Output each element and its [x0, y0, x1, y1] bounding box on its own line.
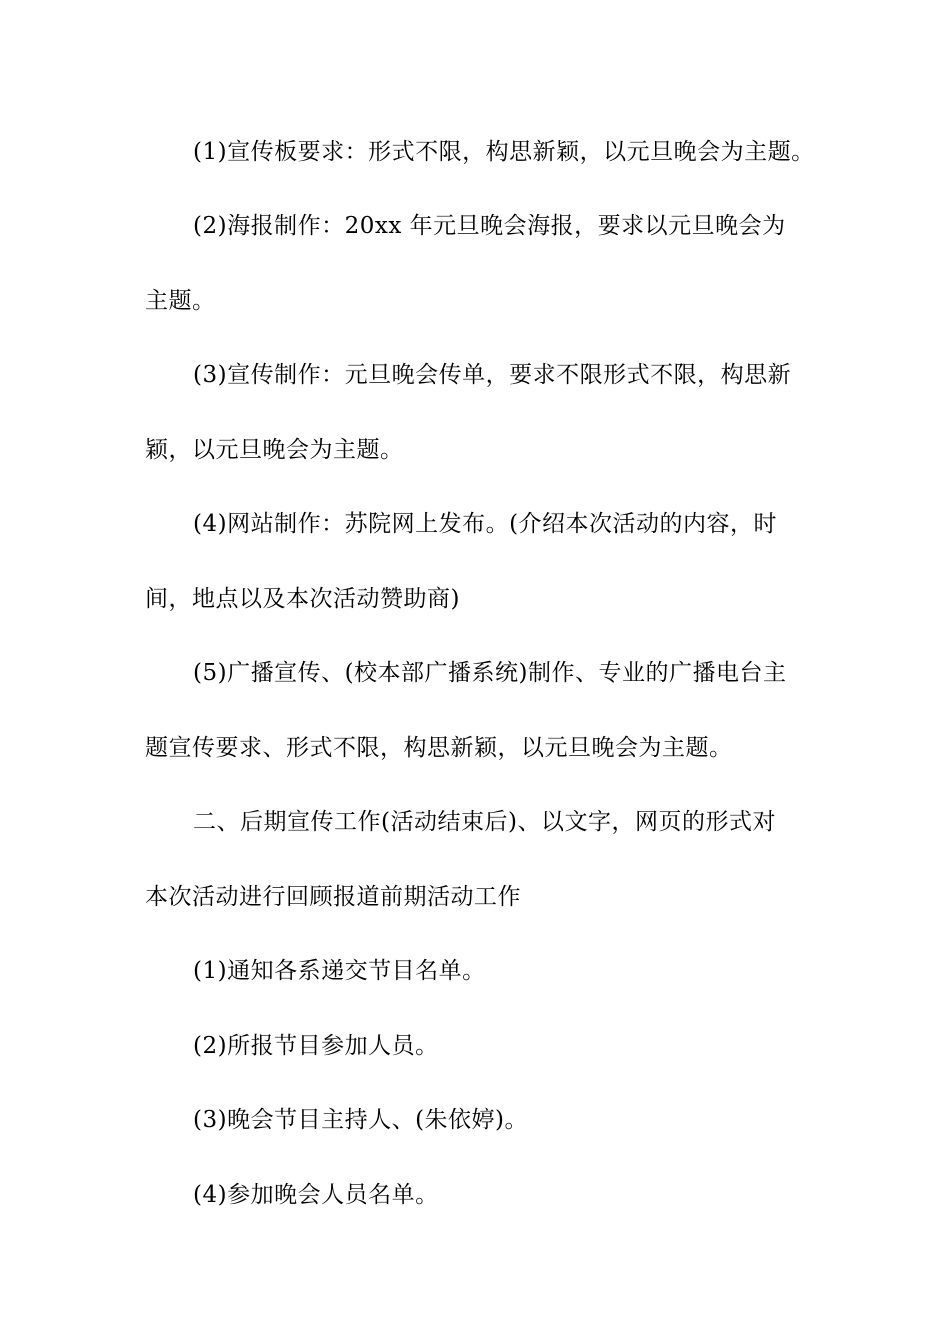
text-line-5: 颖，以元旦晚会为主题。: [145, 437, 404, 463]
text-line-14: (3)晚会节目主持人、(朱依婷)。: [193, 1107, 529, 1133]
text-line-15: (4)参加晚会人员名单。: [193, 1182, 439, 1208]
text-line-3: 主题。: [145, 288, 216, 314]
text-line-8: (5)广播宣传、(校本部广播系统)制作、专业的广播电台主: [193, 660, 787, 686]
text-line-10: 二、后期宣传工作(活动结束后)、以文字，网页的形式对: [193, 809, 776, 835]
text-line-9: 题宣传要求、形式不限，构思新颖，以元旦晚会为主题。: [145, 735, 733, 761]
text-line-2: (2)海报制作：20xx 年元旦晚会海报，要求以元旦晚会为: [193, 213, 786, 239]
text-line-4: (3)宣传制作：元旦晚会传单，要求不限形式不限，构思新: [193, 362, 792, 388]
text-line-1: (1)宣传板要求：形式不限，构思新颖，以元旦晚会为主题。: [193, 139, 815, 165]
text-line-11: 本次活动进行回顾报道前期活动工作: [145, 884, 521, 910]
text-line-13: (2)所报节目参加人员。: [193, 1033, 439, 1059]
text-line-7: 间，地点以及本次活动赞助商): [145, 586, 460, 612]
text-line-6: (4)网站制作：苏院网上发布。(介绍本次活动的内容，时: [193, 511, 778, 537]
text-line-12: (1)通知各系递交节目名单。: [193, 958, 486, 984]
